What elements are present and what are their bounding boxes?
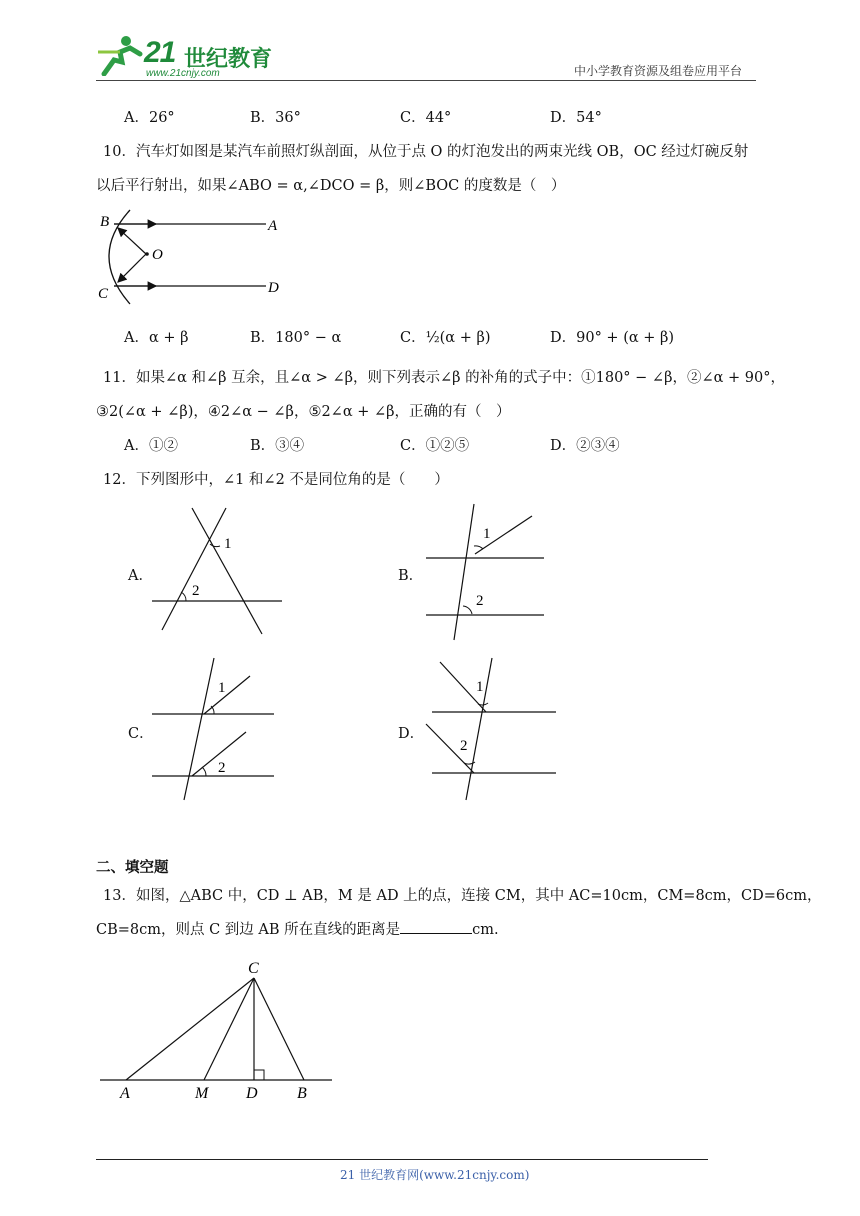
q10-option-c: C．½(α + β) (400, 330, 491, 346)
q12-figure-b (420, 502, 550, 642)
header-right-text: 中小学教育资源及组卷应用平台 (574, 64, 743, 78)
q13-text-line2-pre: CB=8cm，则点 C 到边 AB 所在直线的距离是 (96, 922, 401, 938)
footer-rule (96, 1159, 708, 1160)
q12b-angle-2: 2 (476, 593, 484, 609)
q11-option-d: D．②③④ (550, 438, 620, 454)
q13-answer-blank[interactable] (400, 921, 472, 934)
logo-number: 21 (144, 36, 176, 69)
q9-option-b: B．36° (250, 110, 301, 126)
q12a-angle-2: 2 (192, 583, 200, 599)
q12d-angle-1: 1 (476, 679, 484, 695)
q13-text-line1: 13．如图，△ABC 中，CD ⊥ AB，M 是 AD 上的点，连接 CM，其中 AC=10cm，CM=8cm，CD=6cm， (103, 888, 822, 904)
q10-label-o: O (152, 247, 163, 263)
q9-option-a: A．26° (124, 110, 175, 126)
q10-label-a: A (268, 218, 278, 234)
q12-figure-a (150, 506, 286, 636)
q11-option-b: B．③④ (250, 438, 305, 454)
q10-text-line2: 以后平行射出，如果∠ABO = α,∠DCO = β，则∠BOC 的度数是（ ） (96, 178, 566, 194)
q12-letter-d: D． (398, 726, 425, 742)
q13-label-c: C (248, 960, 259, 977)
q9-option-d: D．54° (550, 110, 602, 126)
q12-letter-c: C． (128, 726, 154, 742)
q13-triangle-figure (98, 954, 338, 1104)
q12-letter-a: A． (128, 568, 153, 584)
runner-logo-icon (96, 34, 144, 76)
q13-text-line2-post: cm. (472, 922, 499, 938)
q10-ray-ob (118, 228, 146, 254)
header-rule (96, 80, 756, 81)
q12-figure-d (420, 656, 560, 802)
q10-text-line1: 10．汽车灯如图是某汽车前照灯纵剖面，从位于点 O 的灯泡发出的两束光线 OB，OC 经过灯碗反射 (103, 144, 749, 160)
q11-text-line1: 11．如果∠α 和∠β 互余，且∠α > ∠β，则下列表示∠β 的补角的式子中：①180° − ∠β，②∠α + 90°， (103, 370, 785, 386)
q11-text-line2: ③2(∠α + ∠β)，④2∠α − ∠β，⑤2∠α + ∠β，正确的有（ ） (96, 404, 511, 420)
footer-text: 21 世纪教育网(www.21cnjy.com) (340, 1168, 530, 1182)
q9-option-c: C．44° (400, 110, 452, 126)
section-title: 二、填空题 (96, 860, 169, 876)
q10-ray-oc (118, 254, 146, 282)
q12a-angle-1: 1 (224, 536, 232, 552)
q12c-angle-1: 1 (218, 680, 226, 696)
q10-label-c: C (98, 286, 109, 302)
q12d-angle-2: 2 (460, 738, 468, 754)
q11-option-a: A．①② (124, 438, 178, 454)
logo-text: 世纪教育 (184, 46, 273, 71)
q10-headlight-figure (94, 204, 294, 308)
q10-option-d: D．90° + (α + β) (550, 330, 675, 346)
q12-text-line1: 12．下列图形中，∠1 和∠2 不是同位角的是（ ） (103, 472, 449, 488)
q10-option-b: B．180° − α (250, 330, 342, 346)
q13-label-d: D (246, 1085, 258, 1102)
q13-label-b: B (297, 1085, 307, 1102)
q10-label-d: D (268, 280, 279, 296)
q13-label-m: M (195, 1085, 209, 1102)
logo-url: www.21cnjy.com (146, 68, 220, 79)
q12-figure-c (150, 656, 280, 802)
q10-label-b: B (100, 214, 110, 230)
q12c-angle-2: 2 (218, 760, 226, 776)
q12-letter-b: B． (398, 568, 424, 584)
q13-label-a: A (120, 1085, 130, 1102)
q11-option-c: C．①②⑤ (400, 438, 470, 454)
q12b-angle-1: 1 (483, 526, 491, 542)
q13-text-line2 (96, 918, 499, 939)
q10-option-a: A．α + β (124, 330, 189, 346)
